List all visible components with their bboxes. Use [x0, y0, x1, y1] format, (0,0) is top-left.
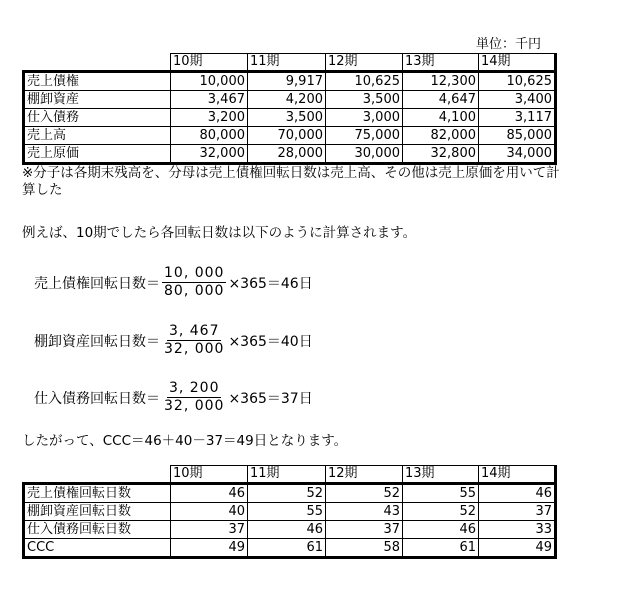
row-label: CCC — [24, 539, 171, 558]
fraction — [162, 265, 226, 300]
header-period-13: 13期 — [403, 466, 479, 484]
table-cell: 3,467 — [171, 91, 248, 109]
fraction-denominator: 80, 000 — [164, 283, 225, 299]
table-cell: 80,000 — [171, 127, 248, 145]
table-cell: 10,625 — [479, 72, 556, 91]
table-row — [24, 109, 556, 127]
row-label: 売上原価 — [24, 145, 171, 164]
table-cell: 10,625 — [326, 72, 403, 91]
row-label: 仕入債務回転日数 — [24, 521, 171, 539]
table-cell: 46 — [171, 484, 248, 503]
table-cell: 55 — [248, 503, 326, 521]
table-cell: 37 — [326, 521, 403, 539]
header-period-11: 11期 — [248, 54, 326, 72]
fraction-denominator: 32, 000 — [164, 398, 225, 414]
table-cell: 52 — [403, 503, 479, 521]
formula-result: ×365＝40日 — [228, 333, 313, 350]
table-cell: 3,500 — [248, 109, 326, 127]
formula-inventory — [34, 323, 313, 358]
table-cell: 37 — [479, 503, 556, 521]
table-cell: 49 — [479, 539, 556, 558]
table-row — [24, 484, 556, 503]
table-cell: 46 — [248, 521, 326, 539]
table-cell: 3,200 — [171, 109, 248, 127]
table-cell: 85,000 — [479, 127, 556, 145]
table-cell: 49 — [171, 539, 248, 558]
table-cell: 40 — [171, 503, 248, 521]
table-cell: 52 — [248, 484, 326, 503]
table-cell: 52 — [326, 484, 403, 503]
table-row — [24, 145, 556, 164]
fraction-numerator: 10, 000 — [164, 265, 225, 281]
table-cell: 34,000 — [479, 145, 556, 164]
table-cell: 61 — [248, 539, 326, 558]
header-period-10: 10期 — [171, 466, 248, 484]
table-cell: 10,000 — [171, 72, 248, 91]
example-intro: 例えば、10期でしたら各回転日数は以下のように計算されます。 — [22, 225, 417, 241]
table-cell: 3,400 — [479, 91, 556, 109]
row-label: 売上債権回転日数 — [24, 484, 171, 503]
table-header-row — [24, 54, 556, 72]
header-period-10: 10期 — [171, 54, 248, 72]
row-label: 仕入債務 — [24, 109, 171, 127]
table-cell: 55 — [403, 484, 479, 503]
formula-label: 仕入債務回転日数＝ — [34, 390, 160, 407]
table-cell: 4,647 — [403, 91, 479, 109]
formula-result: ×365＝37日 — [228, 390, 313, 407]
financial-data-table — [22, 53, 557, 165]
conclusion-text: したがって、CCC＝46＋40－37＝49日となります。 — [22, 433, 348, 449]
table-cell: 3,000 — [326, 109, 403, 127]
header-period-12: 12期 — [326, 466, 403, 484]
table-cell: 33 — [479, 521, 556, 539]
table-row — [24, 521, 556, 539]
table-cell: 70,000 — [248, 127, 326, 145]
header-corner-cell — [24, 466, 171, 484]
table-cell: 12,300 — [403, 72, 479, 91]
fraction — [162, 323, 226, 358]
header-period-14: 14期 — [479, 54, 556, 72]
table-cell: 58 — [326, 539, 403, 558]
formula-payables — [34, 380, 313, 415]
table-row — [24, 91, 556, 109]
fraction-numerator: 3, 200 — [168, 380, 220, 396]
table-cell: 3,500 — [326, 91, 403, 109]
table-cell: 32,000 — [171, 145, 248, 164]
table-cell: 61 — [403, 539, 479, 558]
table-row — [24, 127, 556, 145]
table-cell: 9,917 — [248, 72, 326, 91]
table-cell: 32,800 — [403, 145, 479, 164]
calculation-note: ※分子は各期末残高を、分母は売上債権回転日数は売上高、その他は売上原価を用いて計算した — [22, 165, 560, 198]
table-cell: 75,000 — [326, 127, 403, 145]
formula-label: 棚卸資産回転日数＝ — [34, 333, 160, 350]
unit-label: 単位：千円 — [476, 37, 542, 52]
formula-result: ×365＝46日 — [228, 275, 313, 292]
table-row — [24, 539, 556, 558]
formula-label: 売上債権回転日数＝ — [34, 275, 160, 292]
row-label: 売上高 — [24, 127, 171, 145]
table-cell: 37 — [171, 521, 248, 539]
table-row — [24, 72, 556, 91]
header-period-12: 12期 — [326, 54, 403, 72]
formula-receivables — [34, 265, 313, 300]
table-cell: 4,200 — [248, 91, 326, 109]
table-cell: 30,000 — [326, 145, 403, 164]
row-label: 棚卸資産回転日数 — [24, 503, 171, 521]
table-cell: 82,000 — [403, 127, 479, 145]
header-period-14: 14期 — [479, 466, 556, 484]
table-cell: 3,117 — [479, 109, 556, 127]
row-label: 売上債権 — [24, 72, 171, 91]
table-cell: 28,000 — [248, 145, 326, 164]
fraction-numerator: 3, 467 — [168, 323, 220, 339]
fraction-denominator: 32, 000 — [164, 341, 225, 357]
row-label: 棚卸資産 — [24, 91, 171, 109]
table-cell: 4,100 — [403, 109, 479, 127]
table-header-row — [24, 466, 556, 484]
table-cell: 43 — [326, 503, 403, 521]
header-period-11: 11期 — [248, 466, 326, 484]
table-row — [24, 503, 556, 521]
table-cell: 46 — [479, 484, 556, 503]
header-period-13: 13期 — [403, 54, 479, 72]
fraction — [162, 380, 226, 415]
table-cell: 46 — [403, 521, 479, 539]
turnover-days-table — [22, 465, 557, 559]
header-corner-cell — [24, 54, 171, 72]
